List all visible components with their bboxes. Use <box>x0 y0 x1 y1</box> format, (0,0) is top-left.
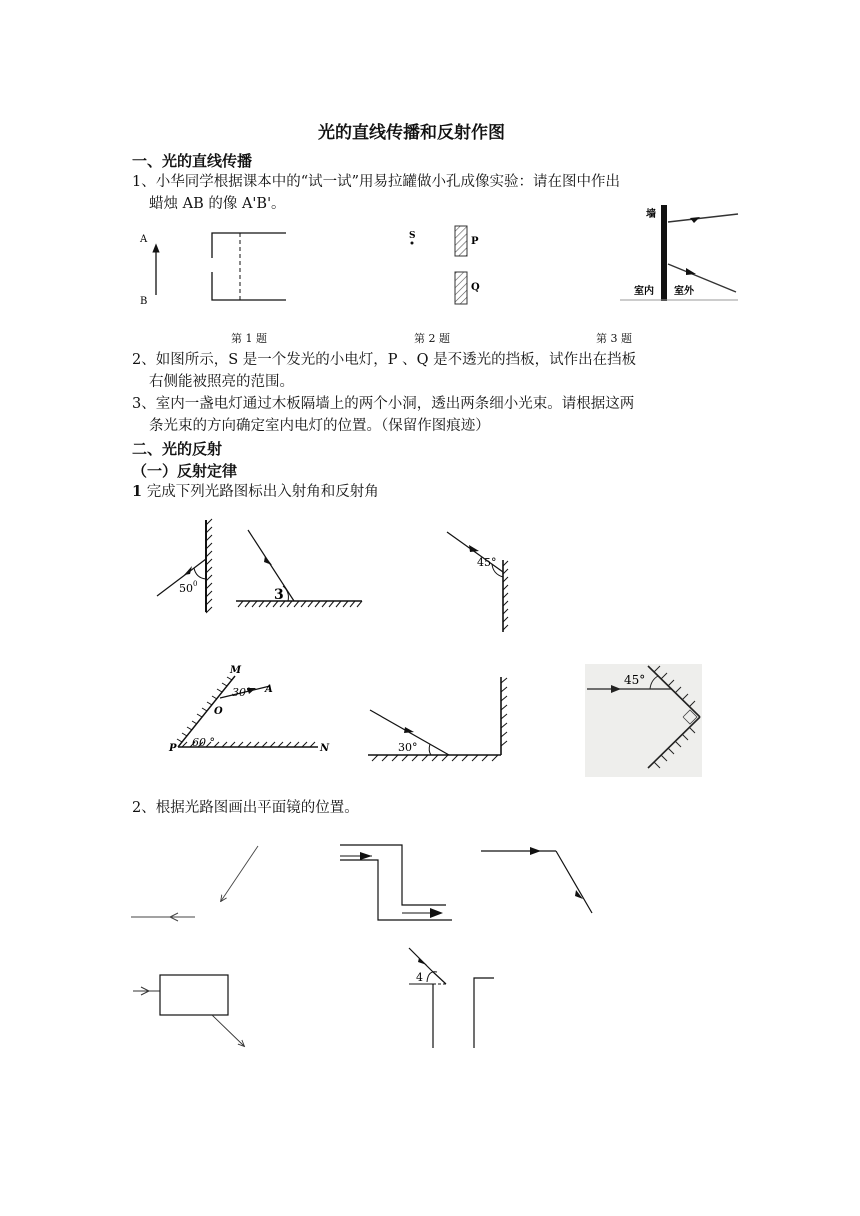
label-p-point: P <box>169 743 177 754</box>
reflection-figure-f <box>585 664 702 777</box>
ray-arrow-a <box>184 566 192 575</box>
figure-caption-3: 第 3 题 <box>596 332 632 345</box>
label-wall: 墙 <box>646 209 656 220</box>
beam-upper <box>668 214 738 222</box>
ray-arrow-c <box>469 545 479 552</box>
mirror-figure-i <box>481 847 592 913</box>
ray-k-continue <box>432 971 446 984</box>
label-a-ray: A <box>265 684 273 695</box>
beam-lower-arrow <box>686 268 696 275</box>
reflection-figure-d <box>168 665 330 754</box>
question-1-line-1: 1、小华同学根据课本中的“试一试”用易拉罐做小孔成像实验：请在图中作出 <box>132 174 621 190</box>
can-top <box>212 233 286 258</box>
angle-label-45a: 45° <box>477 556 497 569</box>
figure-2-shadow <box>409 226 480 304</box>
angle-label-50: 50 <box>179 582 193 595</box>
angle-arc-e <box>429 744 431 755</box>
label-o: O <box>214 706 223 717</box>
angle-arc-a <box>194 568 206 579</box>
ray-arrow-e <box>404 727 414 733</box>
angle-label-30c: 30° <box>398 741 418 754</box>
label-s: S <box>409 231 416 241</box>
mirror-figure-j <box>133 975 244 1046</box>
mirror-figure-k <box>409 948 494 1048</box>
angle-arc-k <box>427 972 437 982</box>
question-2-line-1: 2、如图所示，S 是一个发光的小电灯，P 、Q 是不透光的挡板，试作出在挡板 <box>132 352 637 368</box>
mirror-figure-h <box>340 845 452 920</box>
reflection-figure-a <box>157 519 212 613</box>
ray-j-out <box>212 1015 244 1046</box>
tube-right-wall <box>474 978 494 1048</box>
figure-1-pinhole <box>139 233 286 307</box>
label-p: P <box>471 236 479 247</box>
label-outdoor: 室外 <box>674 286 694 297</box>
angle-arc-b <box>283 586 288 601</box>
ray-g-in <box>221 846 258 901</box>
section-heading-reflection: 二、光的反射 <box>132 440 223 458</box>
label-b: B <box>140 296 148 307</box>
angle-label-4: 4 <box>416 971 423 984</box>
question-1-line-2: 蜡烛 AB 的像 A'B'。 <box>149 196 286 212</box>
section-heading-linear: 一、光的直线传播 <box>132 152 253 170</box>
question-number: 1 <box>132 483 143 500</box>
ray-i-out <box>556 851 592 913</box>
label-q: Q <box>471 282 480 293</box>
angle-label-30b: 30° <box>232 686 252 699</box>
ray-k-arrow <box>418 958 427 965</box>
plate-p <box>455 226 467 256</box>
question-3-line-1: 3、室内一盏电灯通过木板隔墙上的两个小洞，透出两条细小光束。请根据这两 <box>132 396 635 412</box>
label-n: N <box>320 743 330 754</box>
reflection-figure-b <box>236 530 362 607</box>
angle-label-30a: 3 <box>274 587 284 603</box>
label-a: A <box>140 234 148 245</box>
reflection-question-2: 2、根据光路图画出平面镜的位置。 <box>132 800 359 816</box>
angle-label-45b: 45° <box>624 673 646 687</box>
reflection-figure-c <box>447 532 508 632</box>
angle-label-50-sup: 0 <box>193 580 198 588</box>
ray-arrow-b <box>264 556 272 565</box>
plate-q <box>455 272 467 304</box>
ray-i-arrow-in <box>530 847 541 855</box>
light-source-dot <box>411 242 414 245</box>
angle-label-60: 60 ° <box>192 736 215 749</box>
figure-3-wall <box>620 205 738 301</box>
question-3-line-2: 条光束的方向确定室内电灯的位置。（保留作图痕迹） <box>149 418 490 434</box>
page-title: 光的直线传播和反射作图 <box>318 123 505 143</box>
figure-caption-2: 第 2 题 <box>414 332 450 345</box>
path-h-outer <box>340 845 446 905</box>
figure-caption-1: 第 1 题 <box>231 332 267 345</box>
question-text: 完成下列光路图标出入射角和反射角 <box>142 484 379 500</box>
label-m: M <box>230 665 242 676</box>
wall-bar <box>661 205 667 301</box>
box-j <box>160 975 228 1015</box>
sub-heading-law: （一）反射定律 <box>132 462 238 480</box>
mirror-figure-g <box>131 846 258 921</box>
question-2-line-2: 右侧能被照亮的范围。 <box>149 374 294 390</box>
reflection-figure-e <box>368 677 507 761</box>
can-bottom <box>212 272 286 300</box>
label-indoor: 室内 <box>634 286 654 297</box>
